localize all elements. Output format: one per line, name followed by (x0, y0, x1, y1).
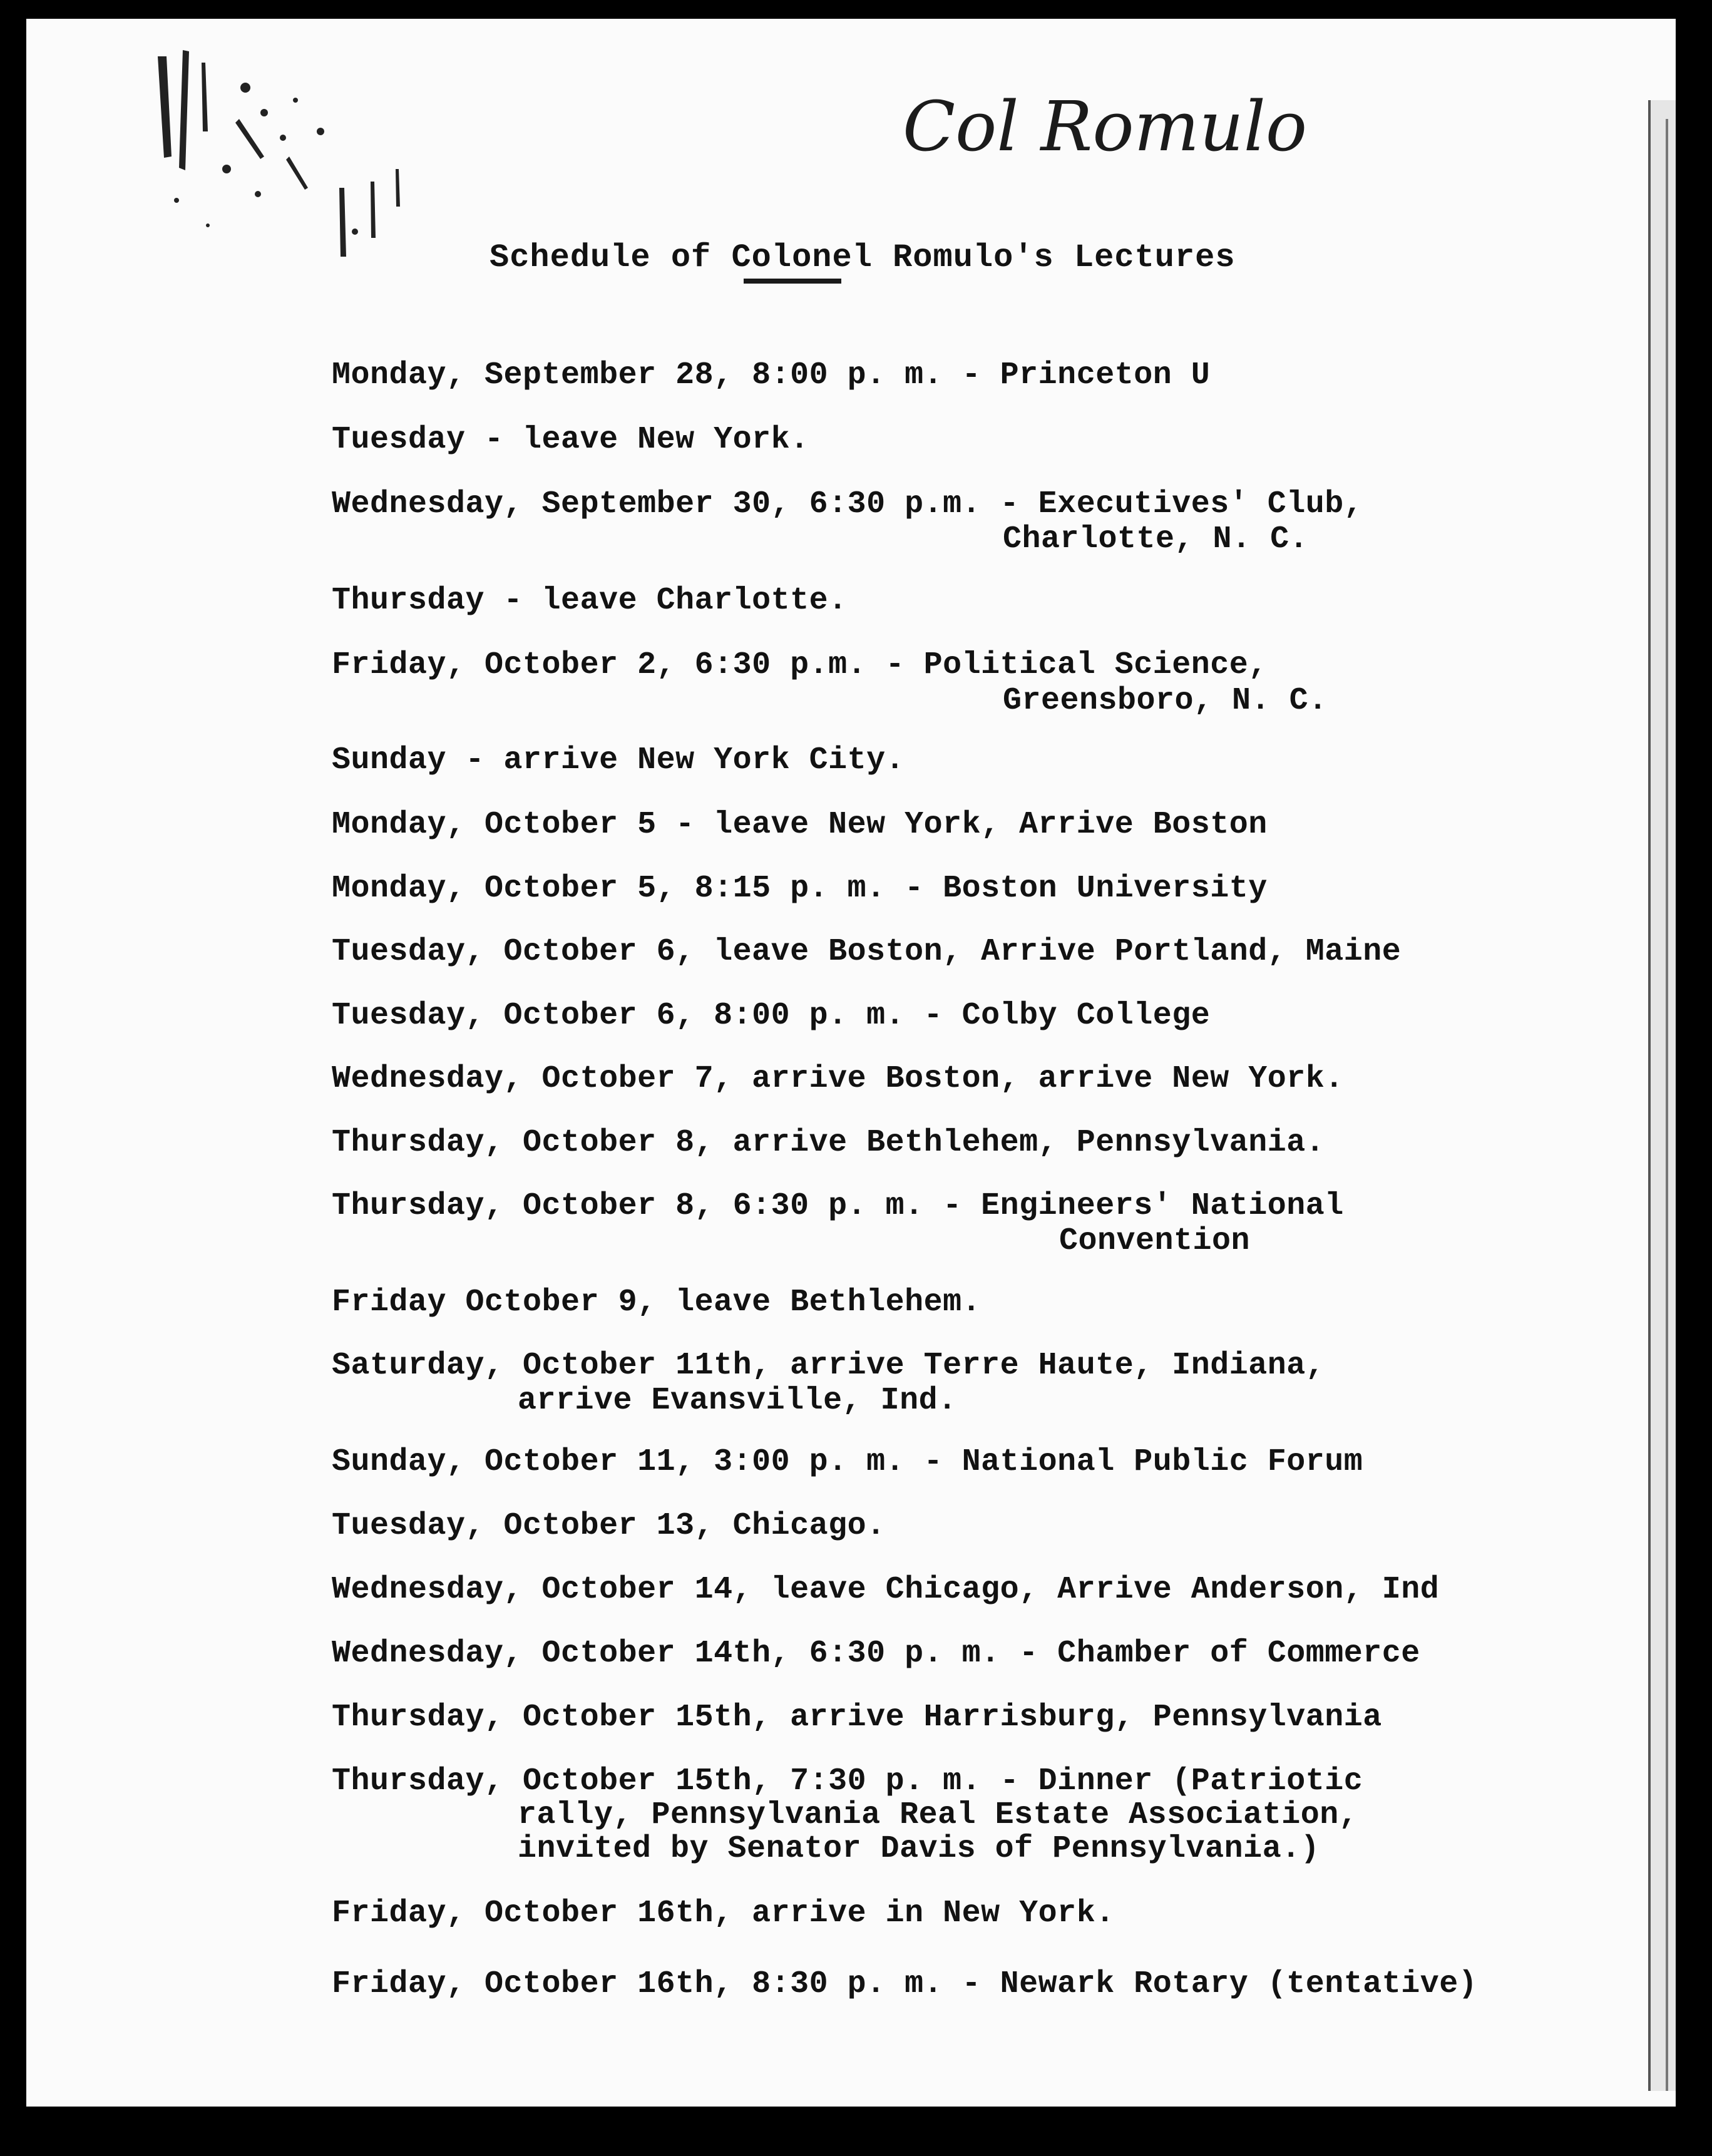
schedule-entry: Tuesday - leave New York. (332, 422, 809, 458)
schedule-entry: Thursday, October 15th, arrive Harrisburg, Pennsylvania (332, 1700, 1382, 1735)
schedule-entry-continuation: arrive Evansville, Ind. (518, 1383, 957, 1419)
schedule-entry: Sunday - arrive New York City. (332, 742, 905, 778)
schedule-entry: Monday, October 5, 8:15 p. m. - Boston University (332, 871, 1268, 906)
schedule-entry: Wednesday, October 14th, 6:30 p. m. - Chamber of Commerce (332, 1636, 1420, 1671)
schedule-entry: Saturday, October 11th, arrive Terre Haute, Indiana, (332, 1348, 1325, 1383)
schedule-entry: Friday, October 16th, arrive in New York. (332, 1896, 1115, 1931)
schedule-entry: Tuesday, October 13, Chicago. (332, 1508, 886, 1544)
schedule-entry: Thursday, October 8, arrive Bethlehem, Pennsylvania. (332, 1125, 1325, 1161)
schedule-entry: Monday, September 28, 8:00 p. m. - Princeton U (332, 357, 1211, 393)
schedule-entry: Wednesday, October 7, arrive Boston, arrive New York. (332, 1061, 1344, 1097)
schedule-list (26, 19, 1654, 2085)
schedule-entry: Sunday, October 11, 3:00 p. m. - National Public Forum (332, 1444, 1363, 1480)
schedule-entry: Friday October 9, leave Bethlehem. (332, 1285, 982, 1320)
svg-text:Col Romulo: Col Romulo (903, 86, 1308, 167)
schedule-entry: Wednesday, October 14, leave Chicago, Arrive Anderson, Ind (332, 1572, 1440, 1608)
schedule-entry: Tuesday, October 6, leave Boston, Arrive Portland, Maine (332, 934, 1402, 970)
schedule-entry: Thursday - leave Charlotte. (332, 583, 848, 619)
page-stack-edge-line (1666, 119, 1668, 2091)
schedule-entry: Friday, October 16th, 8:30 p. m. - Newark Rotary (tentative) (332, 1966, 1478, 2002)
schedule-entry-continuation: rally, Pennsylvania Real Estate Association, (518, 1797, 1358, 1833)
schedule-entry-continuation: Charlotte, N. C. (1003, 521, 1309, 557)
schedule-entry-continuation: Convention (1059, 1223, 1251, 1259)
schedule-entry: Thursday, October 15th, 7:30 p. m. - Dinner (Patriotic (332, 1763, 1363, 1799)
schedule-entry: Friday, October 2, 6:30 p.m. - Political Science, (332, 647, 1268, 683)
schedule-entry-continuation: Greensboro, N. C. (1003, 683, 1328, 719)
schedule-entry: Monday, October 5 - leave New York, Arrive Boston (332, 807, 1268, 843)
schedule-entry: Wednesday, September 30, 6:30 p.m. - Executives' Club, (332, 486, 1363, 522)
schedule-entry: Tuesday, October 6, 8:00 p. m. - Colby College (332, 998, 1211, 1034)
schedule-entry-continuation: invited by Senator Davis of Pennsylvania.) (518, 1831, 1320, 1867)
schedule-entry: Thursday, October 8, 6:30 p. m. - Engineers' National (332, 1188, 1344, 1224)
document-page (26, 19, 1676, 2107)
page-title: Schedule of Colonel Romulo's Lectures (490, 239, 1236, 276)
